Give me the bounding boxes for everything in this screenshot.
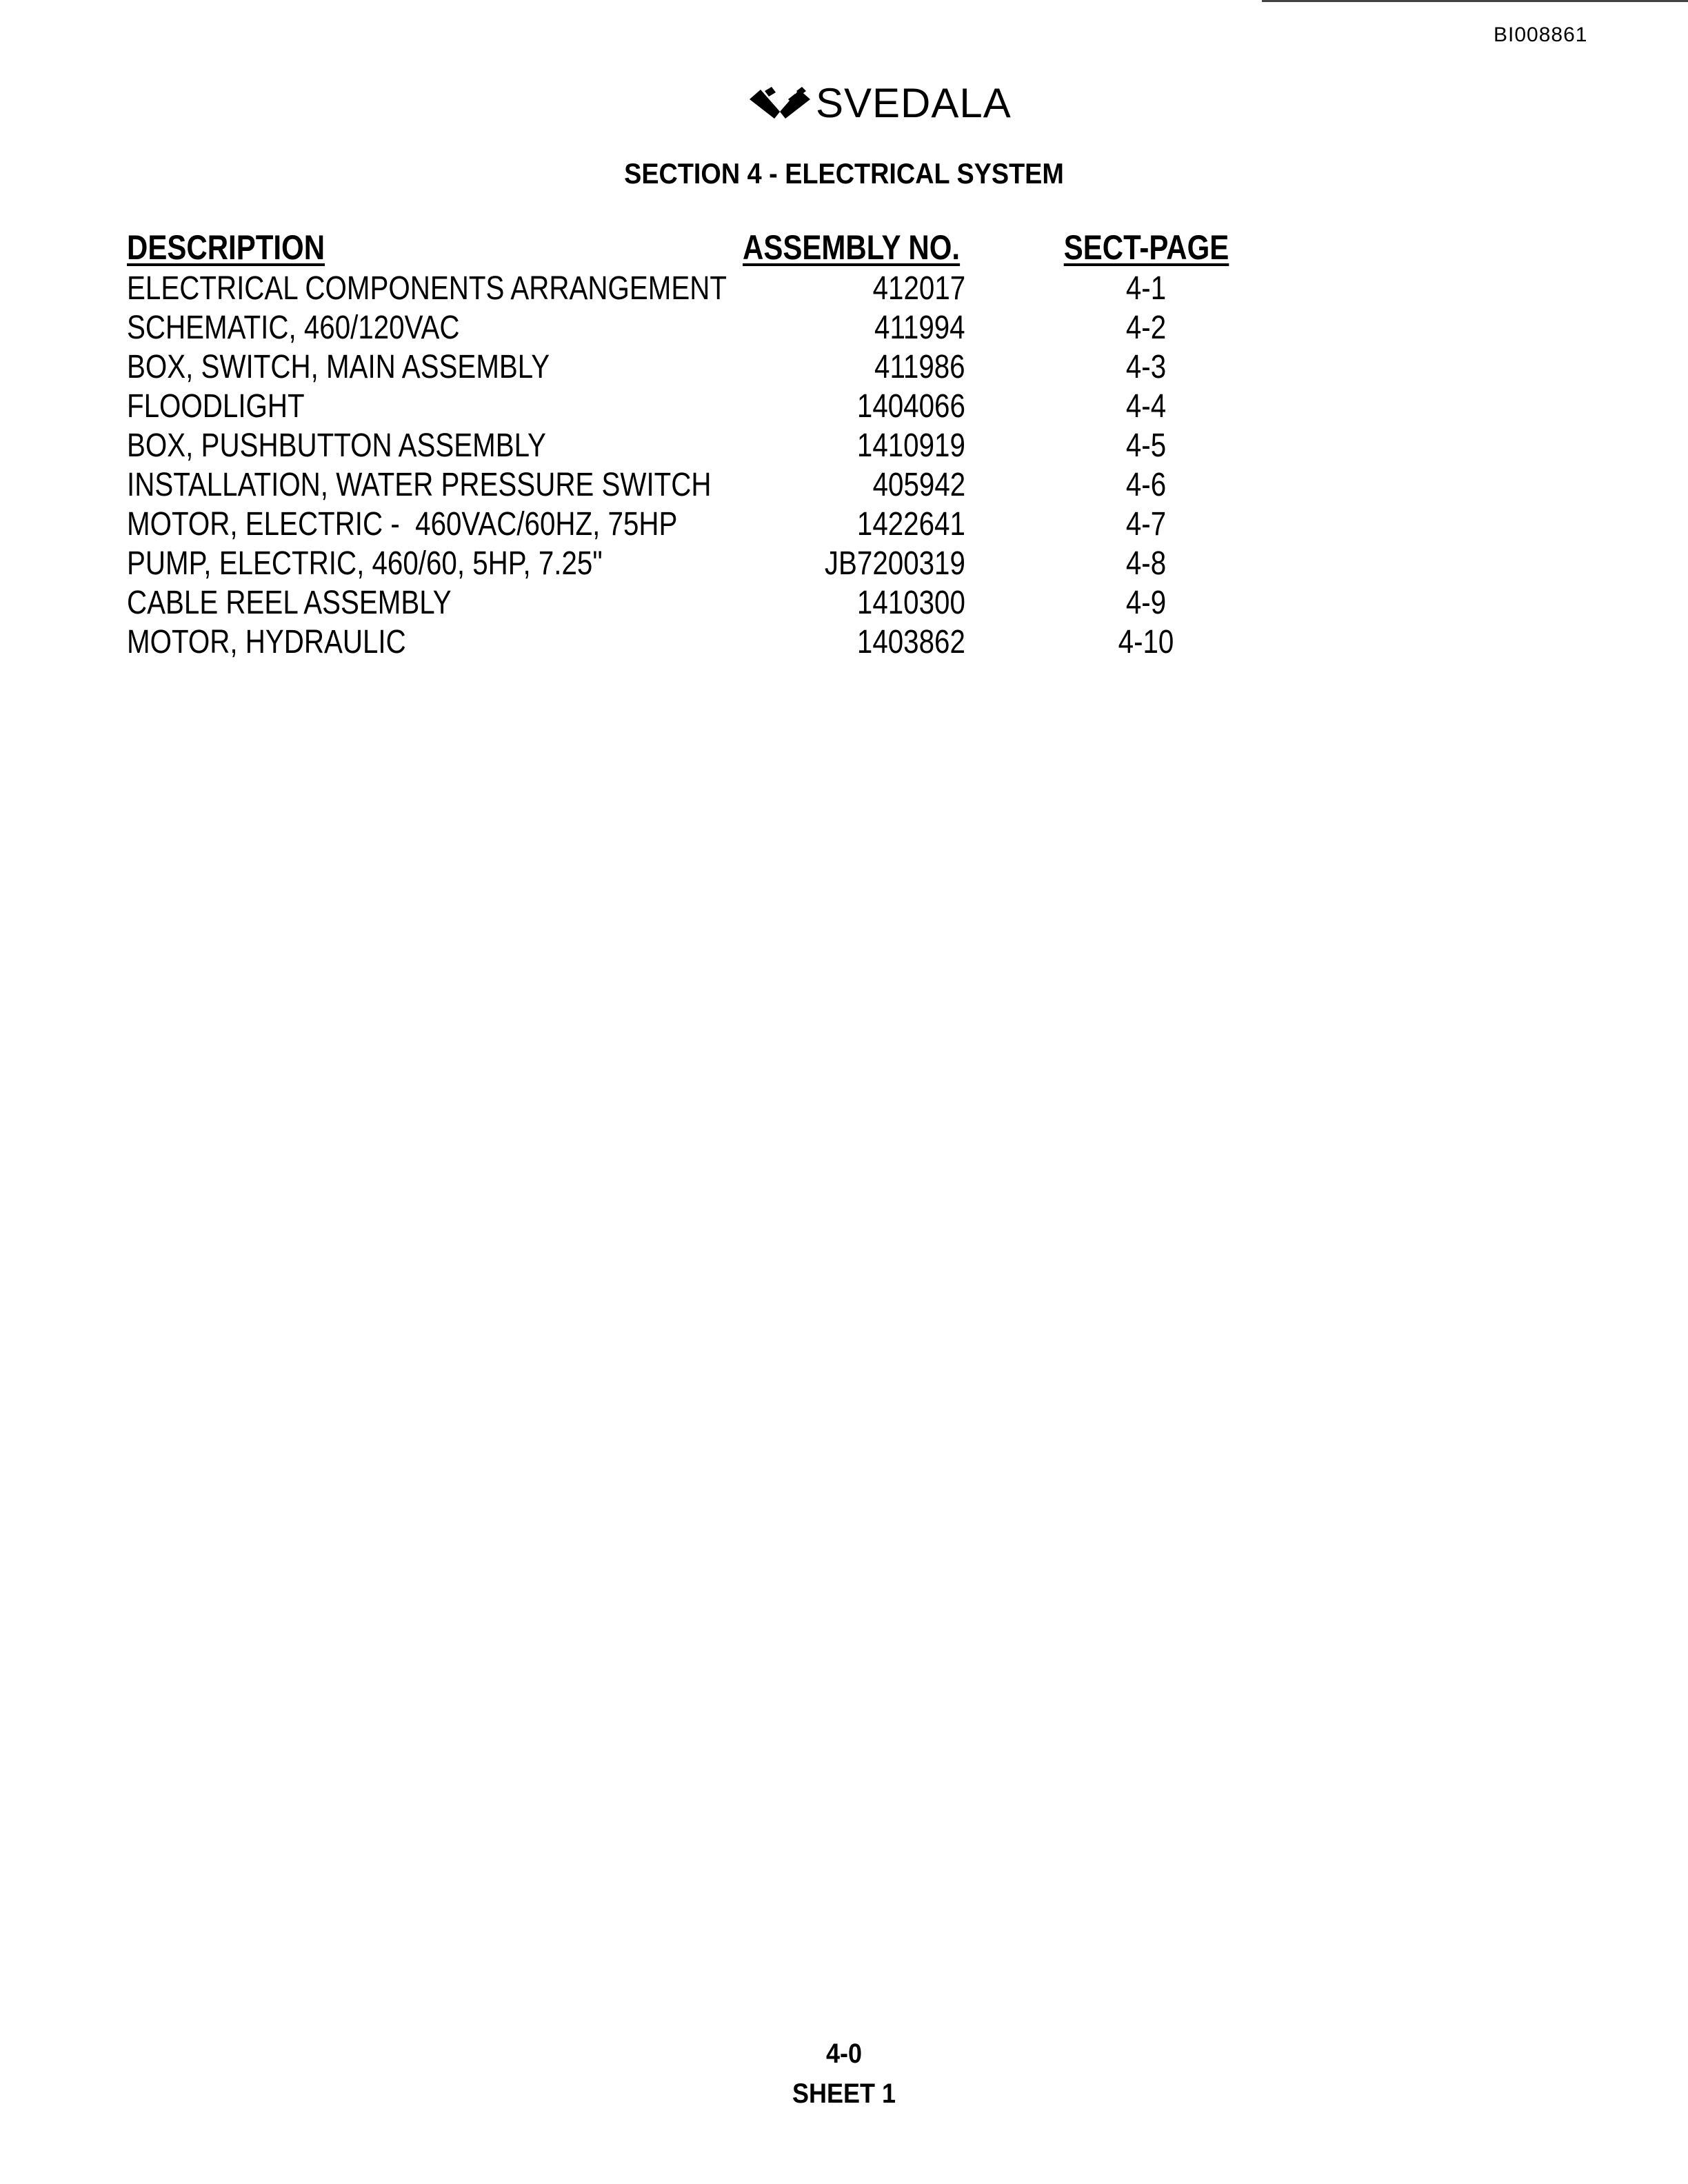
- row-sect-page: 4-8: [1125, 545, 1167, 582]
- row-assembly-no: 412017: [872, 270, 965, 307]
- row-sect-page: 4-1: [1125, 270, 1167, 307]
- table-row: [127, 308, 1244, 347]
- table-row: [127, 387, 1244, 426]
- table-row: [127, 505, 1244, 544]
- row-description: BOX, SWITCH, MAIN ASSEMBLY: [127, 349, 550, 385]
- row-sect-page: 4-7: [1125, 506, 1167, 543]
- row-assembly-no: 411994: [874, 310, 965, 346]
- row-description: FLOODLIGHT: [127, 388, 305, 425]
- row-sect-page: 4-5: [1125, 427, 1167, 464]
- table-row: [127, 269, 1244, 308]
- row-description: SCHEMATIC, 460/120VAC: [127, 310, 460, 346]
- row-sect-page: 4-6: [1125, 467, 1167, 503]
- document-id: BI008861: [1494, 23, 1588, 46]
- row-assembly-no: 1422641: [857, 506, 965, 543]
- row-description: INSTALLATION, WATER PRESSURE SWITCH: [127, 467, 712, 503]
- row-assembly-no: 1410300: [857, 585, 965, 621]
- row-assembly-no: 411986: [874, 349, 965, 385]
- table-row: [127, 465, 1244, 505]
- sheet-label: SHEET 1: [792, 2079, 896, 2109]
- row-sect-page: 4-4: [1125, 388, 1167, 425]
- contents-table: [127, 226, 1244, 662]
- row-description: CABLE REEL ASSEMBLY: [127, 585, 452, 621]
- row-assembly-no: 1410919: [857, 427, 965, 464]
- row-description: ELECTRICAL COMPONENTS ARRANGEMENT: [127, 270, 727, 307]
- table-row: [127, 426, 1244, 465]
- row-description: PUMP, ELECTRIC, 460/60, 5HP, 7.25": [127, 545, 603, 582]
- table-header-row: [127, 226, 1244, 269]
- row-sect-page: 4-2: [1125, 310, 1167, 346]
- row-assembly-no: JB7200319: [824, 545, 965, 582]
- header-sect-page: SECT-PAGE: [1063, 228, 1229, 267]
- header-assembly-no: ASSEMBLY NO.: [742, 228, 960, 267]
- table-row: [127, 623, 1244, 662]
- row-description: MOTOR, HYDRAULIC: [127, 624, 406, 660]
- table-row: [127, 544, 1244, 583]
- row-description: MOTOR, ELECTRIC - 460VAC/60HZ, 75HP: [127, 506, 678, 543]
- brand-name: SVEDALA: [816, 80, 1012, 126]
- row-sect-page: 4-10: [1118, 624, 1174, 660]
- section-title: SECTION 4 - ELECTRICAL SYSTEM: [624, 157, 1064, 190]
- row-description: BOX, PUSHBUTTON ASSEMBLY: [127, 427, 546, 464]
- row-assembly-no: 1403862: [857, 624, 965, 660]
- table-row: [127, 347, 1244, 387]
- row-sect-page: 4-9: [1125, 585, 1167, 621]
- row-assembly-no: 1404066: [857, 388, 965, 425]
- header-description: DESCRIPTION: [127, 228, 325, 267]
- company-logo: [748, 76, 1012, 131]
- row-sect-page: 4-3: [1125, 349, 1167, 385]
- page-footer: [0, 2034, 1688, 2114]
- top-edge-rule: [1262, 0, 1688, 2]
- row-assembly-no: 405942: [872, 467, 965, 503]
- svedala-logo-icon: [748, 84, 812, 123]
- page-number: 4-0: [825, 2039, 863, 2069]
- table-row: [127, 583, 1244, 623]
